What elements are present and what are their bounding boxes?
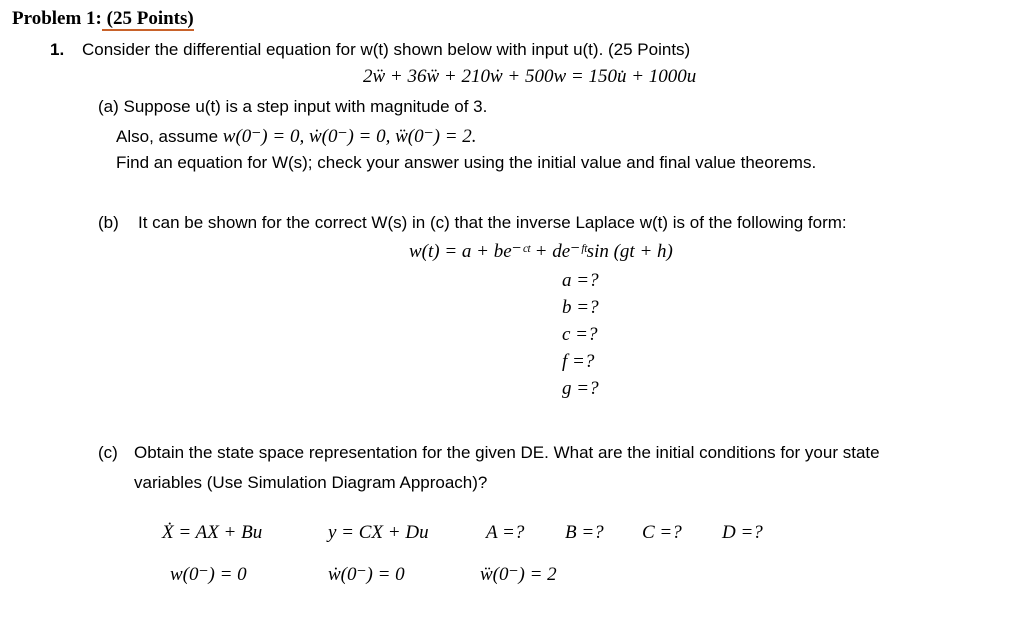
differential-equation: 2ẅ + 36ẅ + 210ẇ + 500w = 150u̇ + 1000u [363,66,697,87]
unknown-f: f =? [562,351,595,372]
question-number: 1. [50,40,65,59]
part-a-line2-prefix: Also, assume [116,127,223,146]
part-b-text: It can be shown for the correct W(s) in (c) that the inverse Laplace w(t) is of the following form: [138,213,847,232]
question-text: Consider the differential equation for w(t) shown below with input u(t). (25 Points) [82,40,691,59]
matrix-b: B =? [565,522,604,543]
part-b-label: (b) [98,213,119,232]
unknown-b: b =? [562,297,599,318]
initial-condition-w: w(0⁻) = 0 [170,564,247,585]
problem-title-number: Problem 1: [12,8,102,29]
unknown-g: g =? [562,378,599,399]
part-a-line2 [116,125,477,148]
part-a-line1: (a) Suppose u(t) is a step input with magnitude of 3. [98,97,488,116]
part-a-line3: Find an equation for W(s); check your answer using the initial value and final value theorems. [116,153,817,172]
part-c-line2: variables (Use Simulation Diagram Approach)? [134,473,488,492]
part-c-label: (c) [98,443,118,462]
output-equation: y = CX + Du [328,522,429,543]
initial-condition-wddot: ẅ(0⁻) = 2 [480,564,557,585]
unknown-c: c =? [562,324,598,345]
matrix-d: D =? [722,522,763,543]
matrix-a: A =? [486,522,525,543]
initial-conditions-a: w(0⁻) = 0, ẇ(0⁻) = 0, ẅ(0⁻) = 2. [222,126,477,147]
part-c-line1: Obtain the state space representation for the given DE. What are the initial conditions for your state [134,443,880,462]
unknown-a: a =? [562,270,599,291]
problem-title [12,8,194,30]
matrix-c: C =? [642,522,682,543]
state-equation: Ẋ = AX + Bu [162,522,263,543]
initial-condition-wdot: ẇ(0⁻) = 0 [328,564,405,585]
inverse-laplace-form: w(t) = a + be⁻ᶜᵗ + de⁻ᶠᵗsin (gt + h) [409,241,673,262]
problem-title-points: (25 Points) [101,8,194,29]
